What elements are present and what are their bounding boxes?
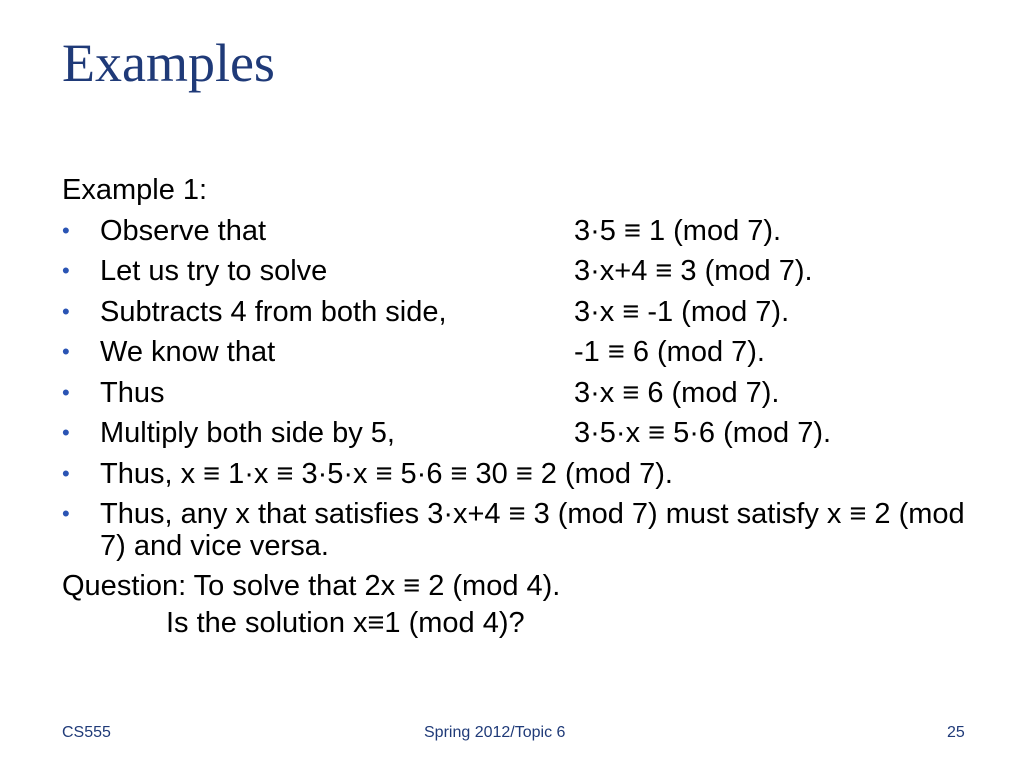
bullet-icon: • (62, 460, 70, 486)
footer-page-number: 25 (947, 724, 965, 741)
bullet-icon: • (62, 258, 70, 283)
bullet-equation: 3·x ≡ 6 (mod 7). (574, 376, 780, 409)
bullet-item-observe (62, 211, 982, 252)
slide-title: Examples (62, 33, 275, 93)
bullet-equation: 3·5 ≡ 1 (mod 7). (574, 214, 782, 247)
bullet-text: Subtracts 4 from both side, (100, 295, 447, 328)
bullet-equation: 3·x+4 ≡ 3 (mod 7). (574, 255, 813, 287)
bullet-icon: • (62, 339, 70, 364)
bullet-text: Thus, x ≡ 1·x ≡ 3·5·x ≡ 5·6 ≡ 30 ≡ 2 (mod 7). (100, 457, 673, 490)
bullet-item-know (62, 332, 982, 373)
footer-course: CS555 (62, 724, 111, 741)
footer-term: Spring 2012/Topic 6 (424, 724, 566, 741)
bullet-item-multiply (62, 413, 982, 454)
question-text: Question: To solve that 2x ≡ 2 (mod 4). (62, 570, 561, 602)
bullet-text: Thus, any x that satisfies 3·x+4 ≡ 3 (mod 7) must satisfy x ≡ 2 (mod 7) and vice versa. (100, 498, 965, 562)
bullet-icon: • (62, 420, 70, 445)
bullet-text: Observe that (100, 214, 267, 247)
bullet-equation: -1 ≡ 6 (mod 7). (574, 336, 765, 368)
example-heading: Example 1: (62, 174, 208, 206)
bullet-icon: • (62, 298, 70, 324)
bullet-equation: 3·5·x ≡ 5·6 (mod 7). (574, 417, 832, 449)
bullet-item-subtract (62, 292, 982, 333)
bullet-item-thus-chain (62, 454, 982, 495)
bullet-text: Multiply both side by 5, (100, 417, 395, 449)
bullet-text: We know that (100, 336, 276, 368)
bullet-text: Let us try to solve (100, 255, 328, 287)
bullet-icon: • (62, 217, 70, 243)
bullet-equation: 3·x ≡ -1 (mod 7). (574, 295, 790, 328)
bullet-icon: • (62, 501, 70, 526)
slide-body (62, 170, 982, 639)
bullet-text: Thus (100, 376, 165, 409)
question-followup: Is the solution x≡1 (mod 4)? (166, 606, 525, 639)
bullet-item-conclusion (62, 494, 982, 566)
bullet-icon: • (62, 379, 70, 405)
bullet-item-thus (62, 373, 982, 414)
bullet-item-try-solve (62, 251, 982, 292)
